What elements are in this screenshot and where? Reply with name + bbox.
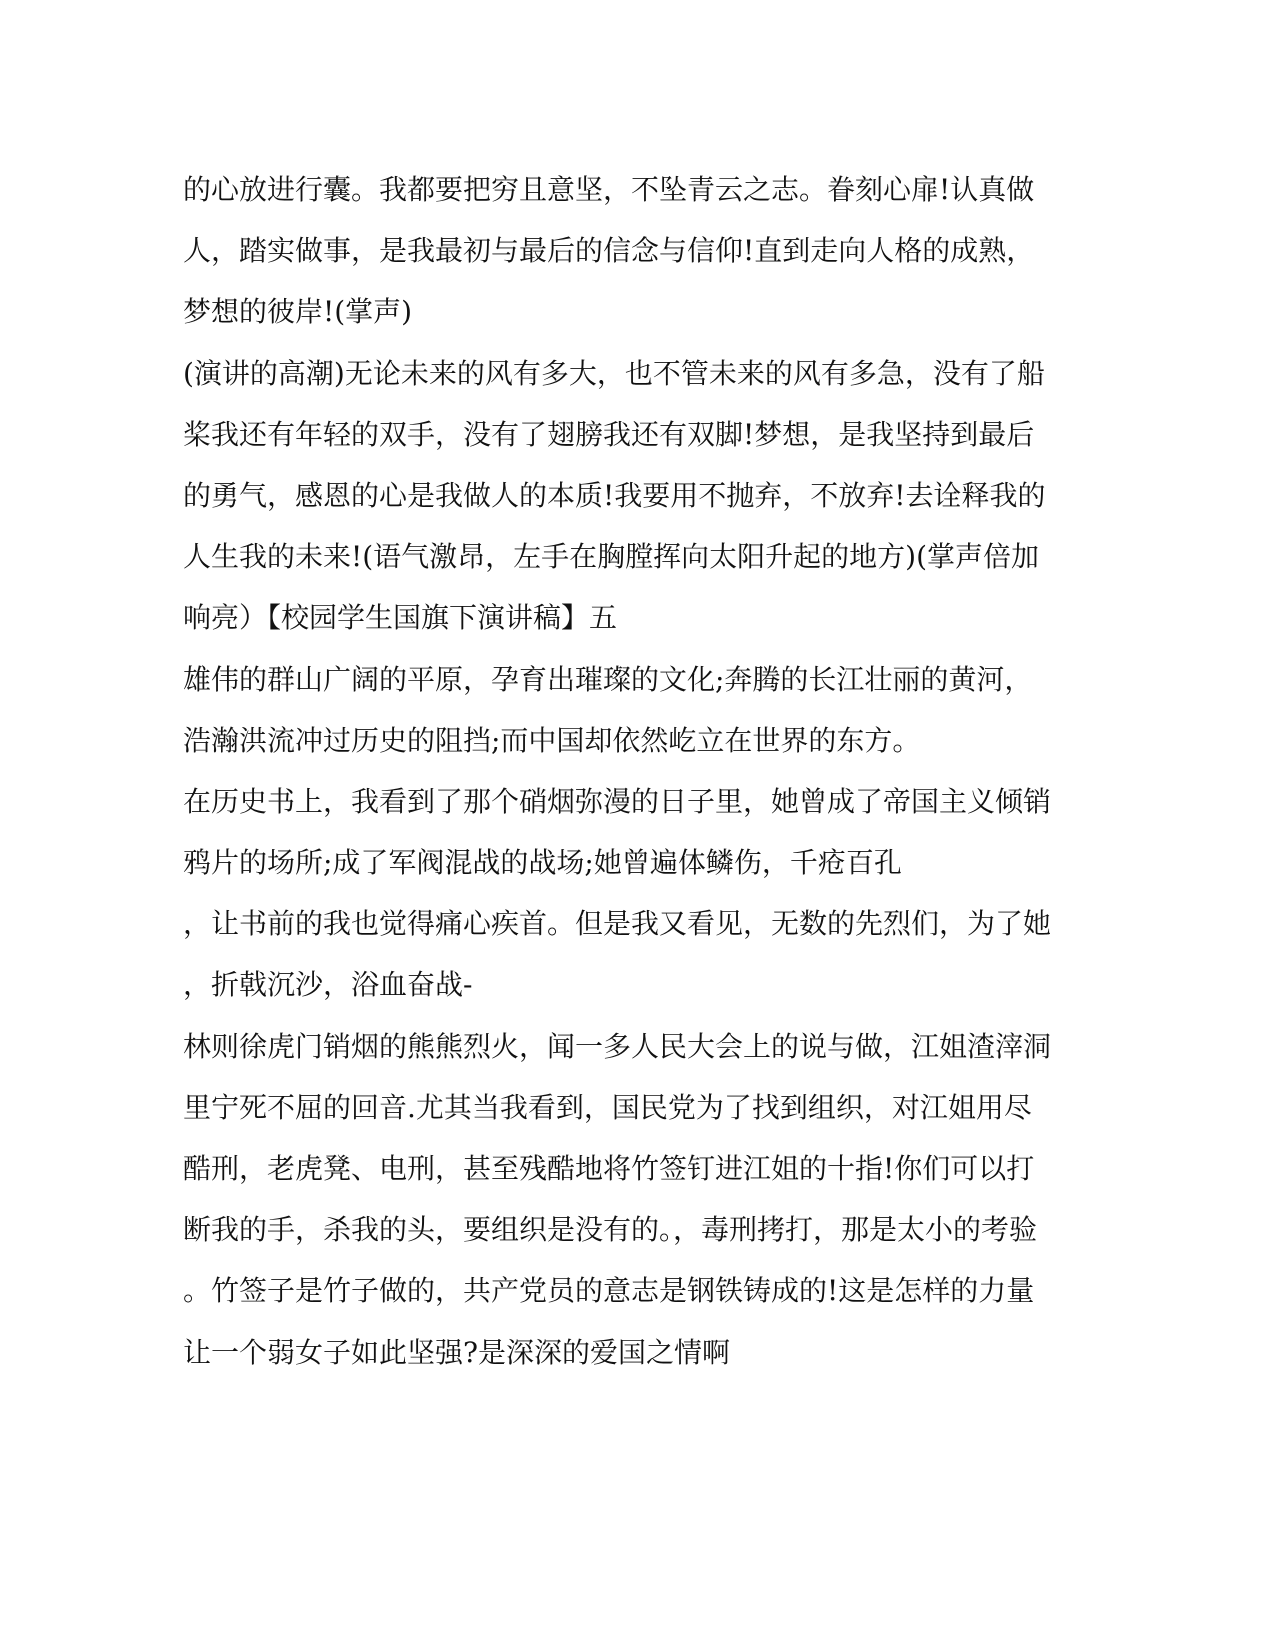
text-line: 酷刑，老虎凳、电刑，甚至残酷地将竹签钉进江姐的十指!你们可以打	[183, 1152, 1035, 1185]
text-line: 人生我的未来!(语气激昂，左手在胸膛挥向太阳升起的地方)(掌声倍加	[183, 540, 1040, 574]
text-line: 浩瀚洪流冲过历史的阻挡;而中国却依然屹立在世界的东方。	[183, 723, 921, 757]
text-line: (演讲的高潮)无论未来的风有多大，也不管未来的风有多急，没有了船	[183, 356, 1045, 390]
text-line: 的勇气，感恩的心是我做人的本质!我要用不抛弃，不放弃!去诠释我的	[183, 478, 1046, 512]
text-line: 梦想的彼岸!(掌声)	[183, 295, 413, 329]
text-line: 雄伟的群山广阔的平原，孕育出璀璨的文化;奔腾的长江壮丽的黄河，	[183, 662, 1033, 696]
body-text	[183, 162, 1103, 1386]
text-line: 断我的手，杀我的头，要组织是没有的。，毒刑拷打，那是太小的考验	[183, 1213, 1038, 1247]
text-line: 让一个弱女子如此坚强?是深深的爱国之情啊	[183, 1335, 731, 1369]
text-line: ，让书前的我也觉得痛心疾首。但是我又看见，无数的先烈们，为了她	[183, 907, 1052, 941]
text-line: 的心放进行囊。我都要把穷且意坚，不坠青云之志。眷刻心扉!认真做	[183, 173, 1035, 206]
text-line: 响亮）【校园学生国旗下演讲稿】五	[183, 601, 618, 635]
text-line: 。竹签子是竹子做的，共产党员的意志是钢铁铸成的!这是怎样的力量	[183, 1274, 1035, 1308]
text-line: 鸦片的场所;成了军阀混战的战场;她曾遍体鳞伤，千疮百孔	[183, 846, 902, 880]
text-line: 桨我还有年轻的双手，没有了翅膀我还有双脚!梦想，是我坚持到最后	[183, 417, 1035, 451]
text-line: 人，踏实做事，是我最初与最后的信念与信仰!直到走向人格的成熟，	[183, 234, 1035, 268]
text-line: 在历史书上，我看到了那个硝烟弥漫的日子里，她曾成了帝国主义倾销	[183, 784, 1052, 818]
text-line: 林则徐虎门销烟的熊熊烈火，闻一多人民大会上的说与做，江姐渣滓洞	[183, 1029, 1052, 1063]
text-line: ，折戟沉沙，浴血奋战-	[183, 968, 473, 1002]
text-line: 里宁死不屈的回音.尤其当我看到，国民党为了找到组织，对江姐用尽	[183, 1090, 1032, 1124]
